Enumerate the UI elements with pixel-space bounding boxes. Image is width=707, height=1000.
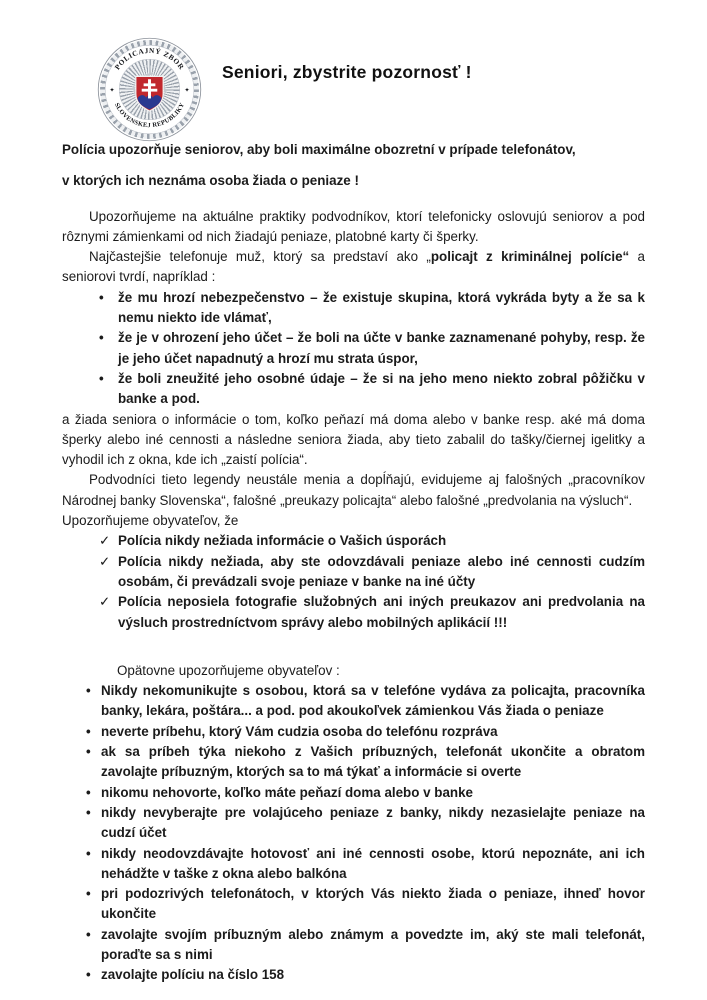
advice-item-8: zavolajte svojím príbuzným alebo známym a povedzte im, aký ste mali telefonát, poraďte sa s nimi (101, 926, 645, 962)
assurances-list (62, 531, 645, 632)
advice-item-1: Nikdy nekomunikujte s osobou, ktorá sa v telefóne vydáva za policajta, pracovníka banky, lekára, poštára... a pod. pod akoukoľvek zámienkou Vás žiada o peniaze (101, 683, 645, 719)
advice-item-4: nikomu nehovorte, koľko máte peňazí doma alebo v banke (101, 784, 474, 800)
assurance-item-3: Polícia neposiela fotografie služobných ani iných preukazov ani predvolania na výsluch prostredníctvom správy alebo mobilných aplikácií !!! (118, 594, 645, 630)
advice-item-6: nikdy neodovzdávajte hotovosť ani iné cennosti osobe, ktorú nepoznáte, ani ich nehádžte v taške z okna alebo balkóna (101, 845, 645, 881)
list-item (62, 884, 645, 925)
list-item (62, 925, 645, 966)
list-item (62, 369, 645, 410)
checkmark-icon: ✓ (99, 594, 111, 610)
paragraph-demands: a žiada seniora o informácie o tom, koľko peňazí má doma alebo v banke resp. aké má doma šperky alebo iné cennosti a následne seniora žiada, aby tieto zabalil do tašky/čiernej igelitky a vyhodil ich z okna, kde ich „zaistí polícia“. (62, 411, 645, 468)
list-item (62, 288, 645, 329)
claims-item-1: že mu hrozí nebezpečenstvo – že existuje skupina, ktorá vykráda byty a že sa k nemu niekto ide vlámať, (118, 289, 645, 326)
emblem-top-text: POLICAJNÝ ZBOR (112, 45, 187, 72)
list-item (62, 531, 645, 551)
assurance-item-1: Polícia nikdy nežiada informácie o Vašich úsporách (118, 533, 447, 549)
bullet-icon: • (86, 804, 91, 820)
advice-item-7: pri podozrivých telefonátoch, v ktorých Vás niekto žiada o peniaze, ihneď hovor ukončite (101, 886, 645, 922)
list-item (62, 844, 645, 885)
bullet-icon: • (99, 330, 104, 346)
bullet-icon: • (86, 886, 91, 902)
paragraph-caller (62, 247, 645, 288)
advice-list (62, 681, 645, 985)
list-item (62, 328, 645, 369)
list-item (62, 722, 645, 742)
emblem-badge-icon (97, 37, 202, 142)
checkmark-icon: ✓ (99, 553, 111, 569)
emblem-star-right-icon: ✦ (184, 87, 190, 95)
police-emblem (97, 37, 202, 142)
list-item (62, 965, 645, 985)
bullet-icon: • (99, 289, 104, 305)
checkmark-icon: ✓ (99, 533, 111, 549)
document-header (0, 0, 707, 140)
lead-line-1: Polícia upozorňuje seniorov, aby boli maximálne obozretní v prípade telefonátov, (62, 142, 576, 157)
advice-item-2: neverte príbehu, ktorý Vám cudzia osoba do telefónu rozpráva (101, 723, 498, 739)
assurance-item-2: Polícia nikdy nežiada, aby ste odovzdávali peniaze alebo iné cennosti cudzím osobám, či prevádzali svoje peniaze v banke na iné účty (118, 553, 645, 589)
lead-line-2: v ktorých ich neznáma osoba žiada o peniaze ! (62, 173, 359, 189)
list-item (62, 552, 645, 593)
paragraph-caller-run2: policajt z kriminálnej polície“ (430, 249, 630, 265)
bullet-icon: • (86, 845, 91, 861)
slovak-coat-of-arms-icon (136, 76, 163, 111)
claims-item-2: že je v ohrození jeho účet – že boli na účte v banke zaznamenané pohyby, resp. že je jeho účet napadnutý a hrozí mu strata úspor, (118, 330, 645, 366)
claims-list (62, 288, 645, 410)
emblem-star-left-icon: ✦ (109, 87, 115, 95)
paragraph-practices: Upozorňujeme na aktuálne praktiky podvodníkov, ktorí telefonicky oslovujú seniorov a pod rôznymi zámienkami od nich žiadajú peniaze, platobné karty či šperky. (62, 208, 645, 244)
list-item (62, 803, 645, 844)
paragraph-caller-run1: Najčastejšie telefonuje muž, ktorý sa predstaví ako „ (89, 249, 431, 265)
bullet-icon: • (86, 683, 91, 699)
document-body (0, 140, 707, 986)
advice-item-9: zavolajte políciu na číslo 158 (101, 967, 285, 983)
bullet-icon: • (86, 784, 91, 800)
bullet-icon: • (86, 723, 91, 739)
claims-item-3: že boli zneužité jeho osobné údaje – že si na jeho meno niekto zobral pôžičku v banke a pod. (118, 370, 645, 407)
advice-heading: Opätovne upozorňujeme obyvateľov : (117, 662, 340, 678)
list-item (62, 783, 645, 803)
list-item (62, 742, 645, 783)
paragraph-caller-run3: a seniorovi tvrdí, napríklad : (62, 249, 645, 285)
advice-item-3: ak sa príbeh týka niekoho z Vašich príbuzných, telefonát ukončite a obratom zavolajte príbuzným, ktorých sa to má týkať a informácie si overte (101, 744, 645, 780)
list-item (62, 681, 645, 722)
bullet-icon: • (99, 370, 104, 386)
bullet-icon: • (86, 926, 91, 942)
paragraph-warn-lead: Upozorňujeme obyvateľov, že (62, 513, 239, 529)
page-title: Seniori, zbystrite pozornosť ! (222, 62, 472, 82)
list-item (62, 592, 645, 633)
emblem-bottom-text: SLOVENSKEJ REPUBLIKY (112, 101, 187, 130)
bullet-icon: • (86, 967, 91, 983)
advice-item-5: nikdy nevyberajte pre volajúceho peniaze z banky, nikdy nezasielajte peniaze na cudzí účet (101, 804, 645, 841)
paragraph-legends: Podvodníci tieto legendy neustále menia a dopĺňajú, evidujeme aj falošných „pracovníkov Národnej banky Slovenska“, falošné „preukazy policajta“ alebo falošné „predvolania na výsluch“. (62, 472, 645, 508)
bullet-icon: • (86, 744, 91, 760)
